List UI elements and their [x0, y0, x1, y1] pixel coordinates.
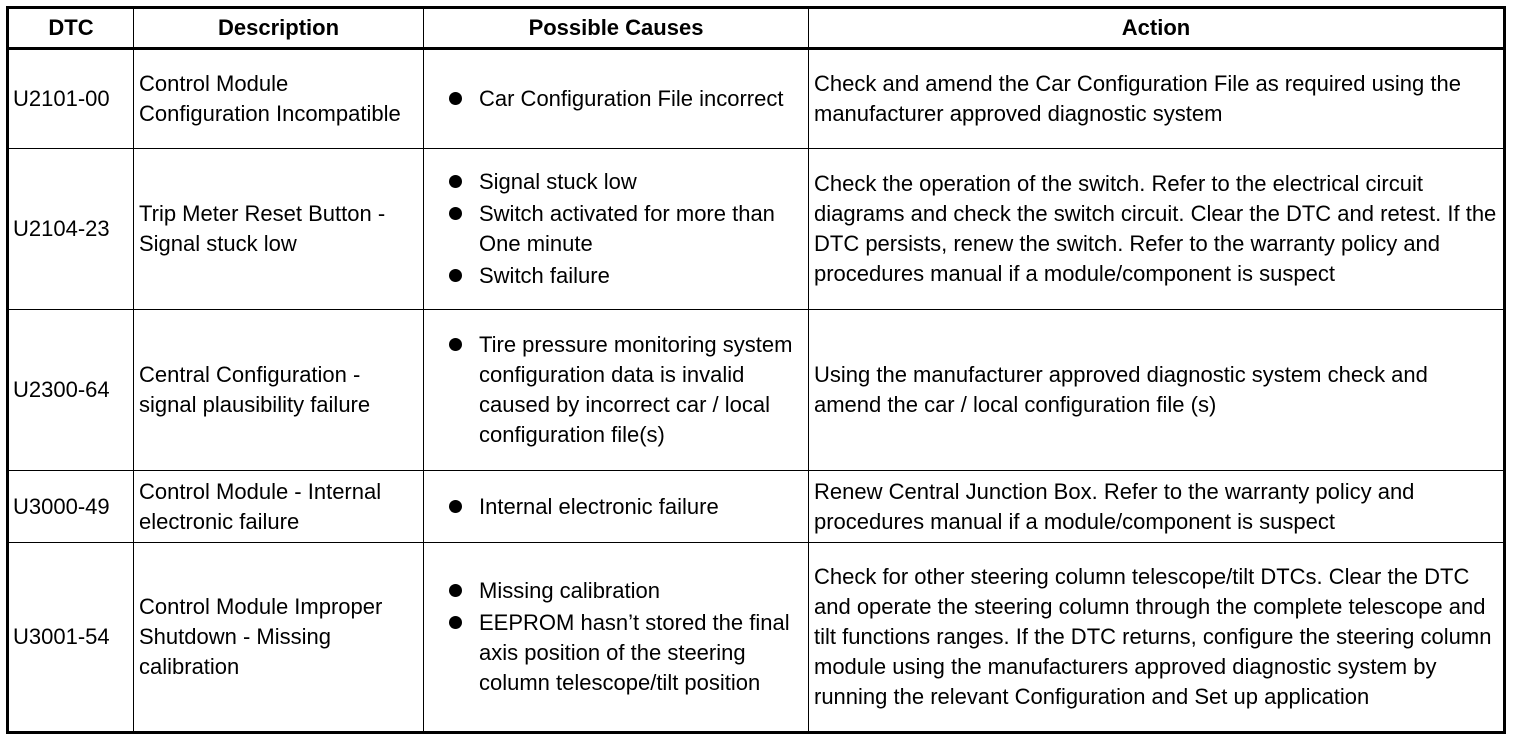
possible-causes [424, 471, 809, 543]
dtc-code: U2300-64 [8, 310, 134, 471]
header-description: Description [134, 8, 424, 49]
dtc-description: Control Module Configuration Incompatible [134, 49, 424, 149]
cause-item: Switch failure [429, 261, 803, 291]
cause-item: Tire pressure monitoring system configuration data is invalid caused by incorrect car / local configuration file(s) [429, 330, 803, 450]
dtc-code: U3001-54 [8, 543, 134, 733]
action-text: Using the manufacturer approved diagnostic system check and amend the car / local configuration file (s) [809, 310, 1505, 471]
header-dtc: DTC [8, 8, 134, 49]
dtc-description: Control Module - Internal electronic failure [134, 471, 424, 543]
table-row [8, 543, 1505, 733]
dtc-description: Control Module Improper Shutdown - Missing calibration [134, 543, 424, 733]
possible-causes [424, 49, 809, 149]
cause-item: Switch activated for more than One minute [429, 199, 803, 259]
possible-causes [424, 149, 809, 310]
possible-causes [424, 310, 809, 471]
cause-item: Internal electronic failure [429, 492, 803, 522]
causes-list [429, 167, 803, 291]
action-text: Check the operation of the switch. Refer to the electrical circuit diagrams and check the switch circuit. Clear the DTC and retest. If the DTC persists, renew the switch. Refer to the warranty policy and procedures manual if a module/component is suspect [809, 149, 1505, 310]
causes-list [429, 576, 803, 698]
table-row [8, 471, 1505, 543]
causes-list [429, 330, 803, 450]
table-row [8, 49, 1505, 149]
header-action: Action [809, 8, 1505, 49]
dtc-code: U2101-00 [8, 49, 134, 149]
table-header-row [8, 8, 1505, 49]
causes-list [429, 84, 803, 114]
cause-item: Signal stuck low [429, 167, 803, 197]
dtc-code: U2104-23 [8, 149, 134, 310]
table-row [8, 310, 1505, 471]
action-text: Check and amend the Car Configuration File as required using the manufacturer approved diagnostic system [809, 49, 1505, 149]
dtc-code: U3000-49 [8, 471, 134, 543]
table-row [8, 149, 1505, 310]
dtc-table [6, 6, 1506, 734]
dtc-description: Central Configuration - signal plausibility failure [134, 310, 424, 471]
action-text: Check for other steering column telescope/tilt DTCs. Clear the DTC and operate the steering column through the complete telescope and tilt functions ranges. If the DTC returns, configure the steering column module using the manufacturers approved diagnostic system by running the relevant Configuration and Set up application [809, 543, 1505, 733]
possible-causes [424, 543, 809, 733]
cause-item: EEPROM hasn’t stored the final axis position of the steering column telescope/tilt position [429, 608, 803, 698]
action-text: Renew Central Junction Box. Refer to the warranty policy and procedures manual if a module/component is suspect [809, 471, 1505, 543]
header-possible-causes: Possible Causes [424, 8, 809, 49]
causes-list [429, 492, 803, 522]
cause-item: Car Configuration File incorrect [429, 84, 803, 114]
dtc-description: Trip Meter Reset Button - Signal stuck low [134, 149, 424, 310]
cause-item: Missing calibration [429, 576, 803, 606]
